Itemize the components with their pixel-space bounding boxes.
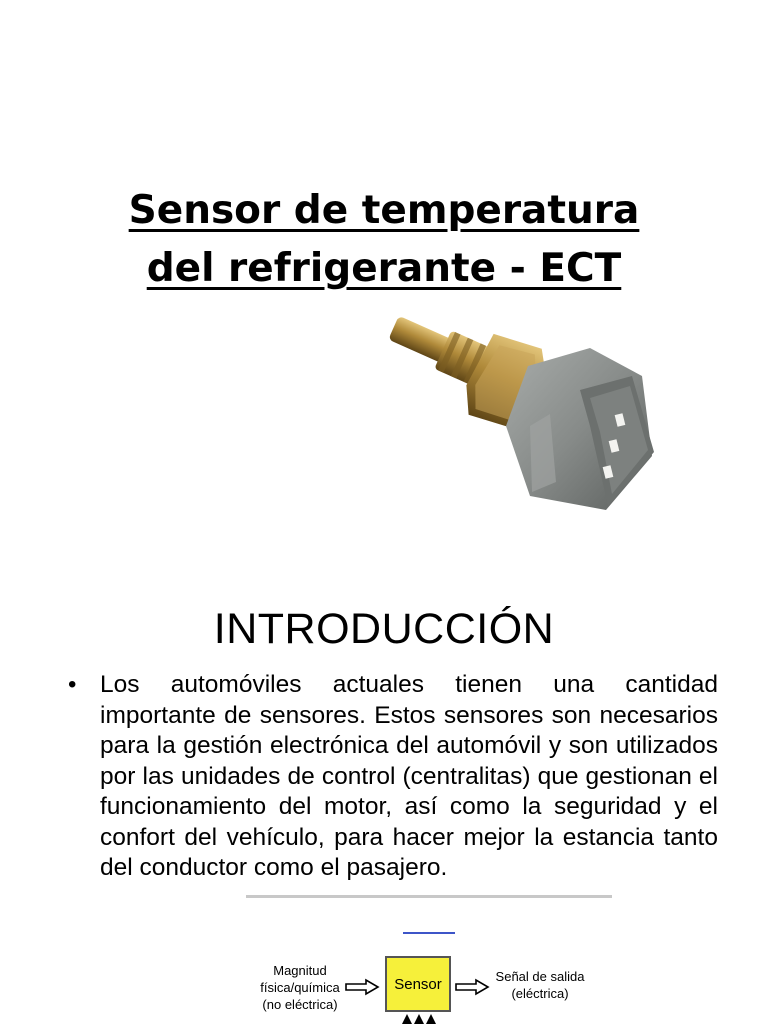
arrow-right-icon — [454, 978, 490, 996]
section-heading: INTRODUCCIÓN — [213, 605, 555, 653]
output-line-2: (eléctrica) — [511, 986, 569, 1001]
diagram-input-label — [254, 962, 346, 1013]
title-line-2: del refrigerante - ECT — [146, 246, 622, 291]
arrow-right-icon — [344, 978, 380, 996]
sensor-box: Sensor — [385, 956, 451, 1012]
sensor-diagram — [240, 944, 600, 1024]
output-line-1: Señal de salida — [495, 969, 585, 984]
input-line-3: (no eléctrica) — [262, 997, 338, 1012]
intro-paragraph: Los automóviles actuales tienen una cantidad importante de sensores. Estos sensores son necesarios para la gestión electrónica del automóvil y son utilizados por las unidades de control (centralitas) que gestionan el funcionamiento del motor, así como la seguridad y el confort del vehículo, para hacer mejor la estancia tanto del conductor como el pasajero. — [100, 671, 718, 881]
input-line-2: física/química — [260, 980, 340, 995]
bullet-symbol: • — [68, 671, 77, 698]
arrow-up-icons — [398, 1012, 438, 1024]
input-line-1: Magnitud — [273, 963, 327, 978]
blue-underline-mark — [403, 932, 455, 934]
title-line-1: Sensor de temperatura — [128, 188, 640, 233]
bullet-item — [62, 670, 718, 884]
page-title — [0, 182, 768, 298]
sensor-ect-photo — [380, 306, 670, 532]
diagram-output-label — [490, 968, 590, 1002]
divider-line — [246, 895, 612, 898]
